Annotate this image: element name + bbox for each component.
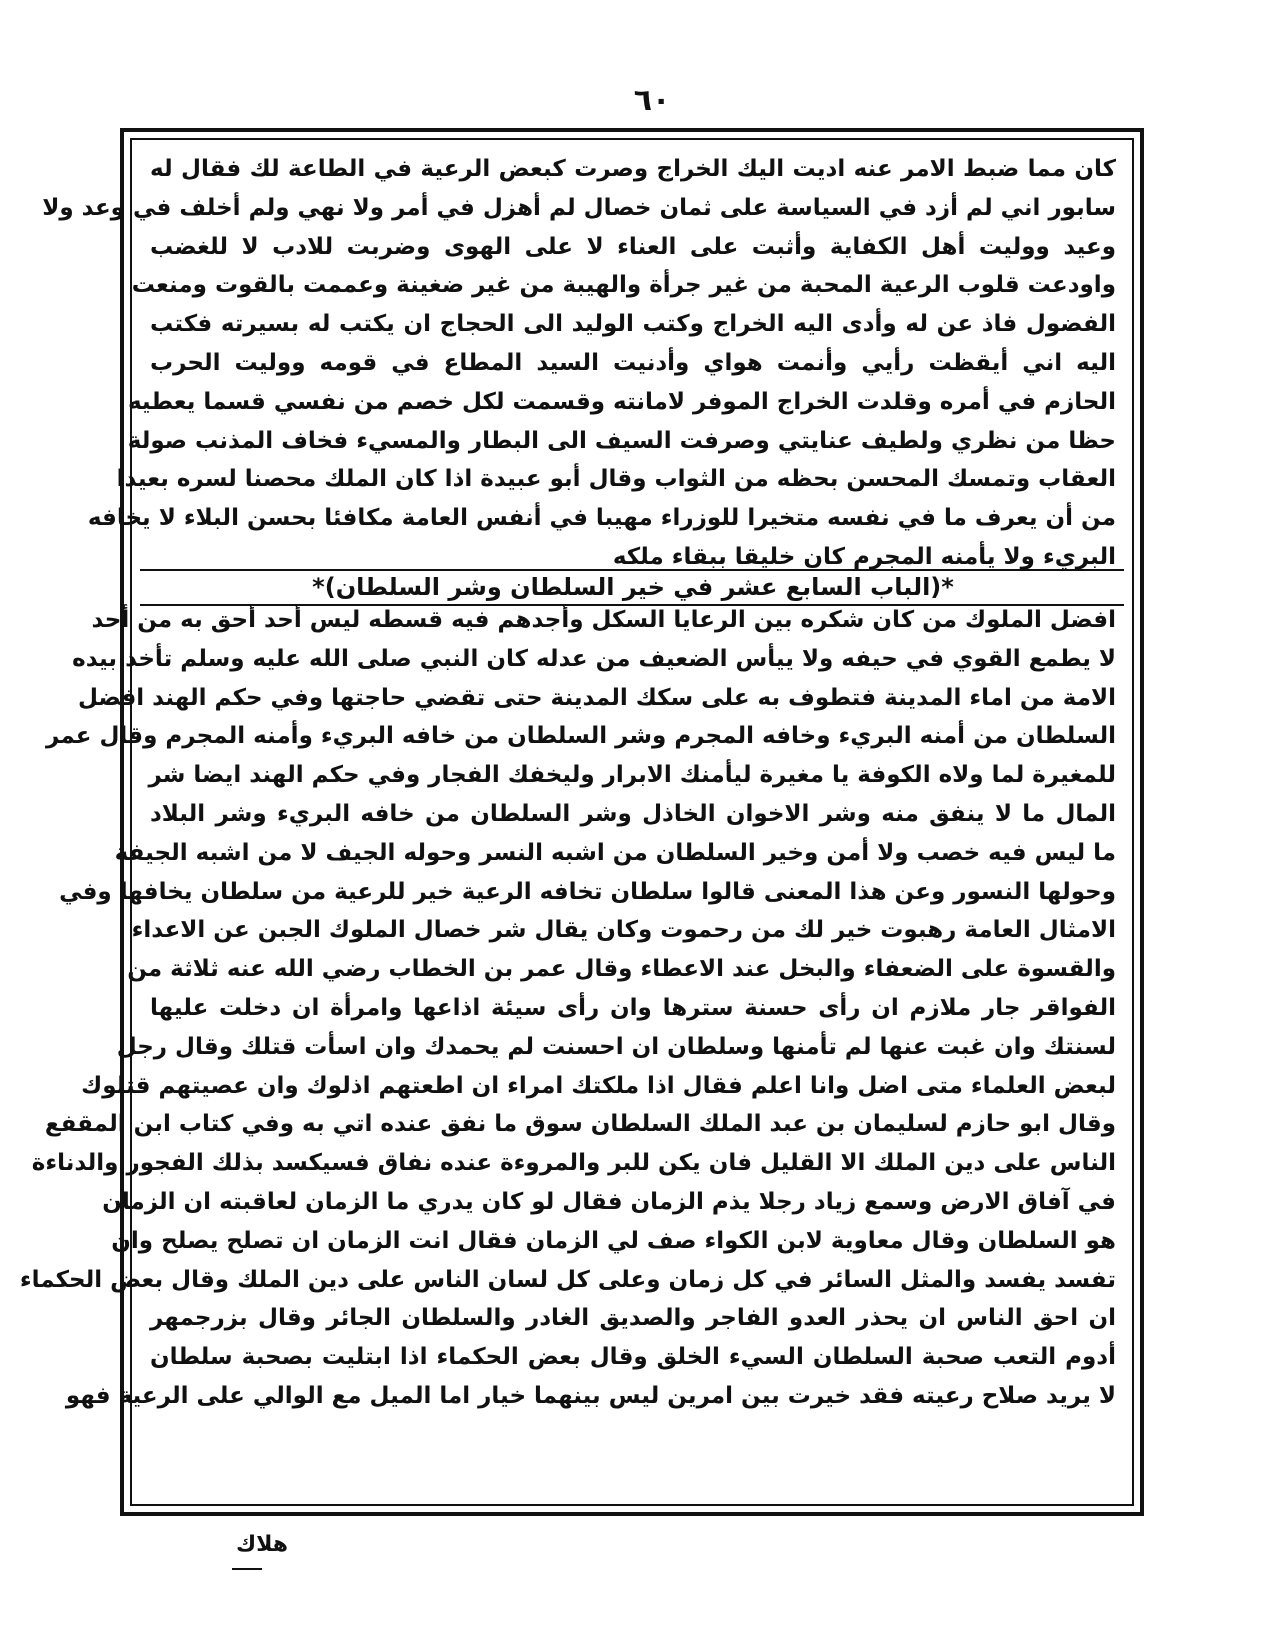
- text-line: وعيد ووليت أهل الكفاية وأثبت على العناء لا على الهوى وضربت للادب لا للغضب: [150, 233, 1116, 260]
- text-line: والقسوة على الضعفاء والبخل عند الاعطاء وقال عمر بن الخطاب رضي الله عنه ثلاثة من: [127, 956, 1116, 983]
- catchword: هلاك: [235, 1532, 289, 1557]
- text-line: حظا من نظري ولطيف عنايتي وصرفت السيف الى البطار والمسيء فخاف المذنب صولة: [127, 427, 1116, 454]
- text-line: وقال ابو حازم لسليمان بن عبد الملك السلطان سوق ما نفق عنده اتي به وفي كتاب ابن المقفع: [44, 1111, 1116, 1138]
- text-line: الامثال العامة رهبوت خير لك من رحموت وكان يقال شر خصال الملوك الجبن عن الاعداء: [131, 917, 1116, 944]
- text-line: لبعض العلماء متى اضل وانا اعلم فقال اذا ملكتك امراء ان اطعتهم اذلوك وان عصيتهم قتلوك: [81, 1072, 1116, 1099]
- chapter-heading: *(الباب السابع عشر في خير السلطان وشر السلطان)*: [312, 573, 954, 601]
- text-line: أدوم التعب صحبة السلطان السيء الخلق وقال بعض الحكماء اذا ابتليت بصحبة سلطان: [150, 1344, 1116, 1371]
- text-line: كان مما ضبط الامر عنه اديت اليك الخراج وصرت كبعض الرعية في الطاعة لك فقال له: [150, 156, 1116, 182]
- text-line: في آفاق الارض وسمع زياد رجلا يذم الزمان فقال لو كان يدري ما الزمان لعاقبته ان الزمان: [102, 1188, 1116, 1215]
- text-line: للمغيرة لما ولاه الكوفة يا مغيرة ليأمنك الابرار وليخفك الفجار وفي حكم الهند ايضا شر: [148, 762, 1116, 789]
- text-line: اليه اني أيقظت رأيي وأنمت هواي وأدنيت السيد المطاع في قومه ووليت الحرب: [150, 349, 1116, 376]
- text-line: من أن يعرف ما في نفسه متخيرا للوزراء مهيبا في أنفس العامة مكافئا بحسن البلاء لا يخافه: [87, 505, 1116, 532]
- text-line: سابور اني لم أزد في السياسة على ثمان خصال لم أهزل في أمر ولا نهي ولم أخلف في وعد ولا: [42, 194, 1116, 221]
- text-line: لسنتك وان غبت عنها لم تأمنها وسلطان ان احسنت لم يحمدك وان اسأت قتلك وقال رجل: [116, 1033, 1116, 1060]
- top-paragraph: [42, 150, 1116, 577]
- text-line: العقاب وتمسك المحسن بحظه من الثواب وقال أبو عبيدة اذا كان الملك محصنا لسره بعيدا: [116, 466, 1116, 493]
- text-line: الحازم في أمره وقلدت الخراج الموفر لامانته وقسمت لكل خصم من نفسي قسما يعطيه: [127, 388, 1116, 415]
- text-line: الفضول فاذ عن له وأدى اليه الخراج وكتب الوليد الى الحجاج ان يكتب له بسيرته فكتب: [150, 311, 1116, 338]
- text-line: الامة من اماء المدينة فتطوف به على سكك المدينة حتى تقضي حاجتها وفي حكم الهند افضل: [78, 684, 1116, 711]
- text-line: لا يطمع القوي في حيفه ولا ييأس الضعيف من عدله كان النبي صلى الله عليه وسلم تأخذ بيده: [72, 645, 1116, 672]
- text-line: المال ما لا ينفق منه وشر الاخوان الخاذل وشر السلطان من خافه البريء وشر البلاد: [150, 800, 1116, 827]
- text-line: افضل الملوك من كان شكره بين الرعايا السكل وأجدهم فيه قسطه ليس أحد أحق به من أحد: [91, 607, 1116, 633]
- text-line: تفسد يفسد والمثل السائر في كل زمان وعلى كل لسان الناس على دين الملك وقال بعض الحكماء: [19, 1266, 1116, 1293]
- text-line: وحولها النسور وعن هذا المعنى قالوا سلطان تخافه الرعية خير للرعية من سلطان يخافها وفي: [59, 878, 1116, 905]
- text-line: ما ليس فيه خصب ولا أمن وخير السلطان من اشبه النسر وحوله الجيف لا من اشبه الجيفة: [114, 839, 1116, 866]
- text-line: لا يريد صلاح رعيته فقد خيرت بين امرين ليس بينهما خيار اما الميل مع الوالي على الرعية فهو: [65, 1382, 1116, 1409]
- text-line: السلطان من أمنه البريء وخافه المجرم وشر السلطان من خافه البريء وأمنه المجرم وقال عمر: [46, 723, 1116, 750]
- text-line: الفواقر جار ملازم ان رأى حسنة سترها وان رأى سيئة اذاعها وامرأة ان دخلت عليها: [150, 994, 1116, 1021]
- bottom-paragraph: [19, 601, 1116, 1416]
- page-number: ٦٠: [633, 83, 671, 118]
- text-line: البريء ولا يأمنه المجرم كان خليقا ببقاء ملكه: [612, 543, 1116, 570]
- text-line: الناس على دين الملك الا القليل فان يكن للبر والمروءة عنده نفاق فسيكسد بذلك الفجور والدناءة: [31, 1150, 1116, 1177]
- text-line: واودعت قلوب الرعية المحبة من غير جرأة والهيبة من غير ضغينة وعممت بالقوت ومنعت: [131, 272, 1116, 299]
- text-line: هو السلطان وقال معاوية لابن الكواء صف لي الزمان فقال انت الزمان ان تصلح يصلح وان: [111, 1227, 1116, 1254]
- catchword-dash: [232, 1568, 262, 1570]
- text-line: ان احق الناس ان يحذر العدو الفاجر والصديق الغادر والسلطان الجائر وقال بزرجمهر: [150, 1305, 1116, 1332]
